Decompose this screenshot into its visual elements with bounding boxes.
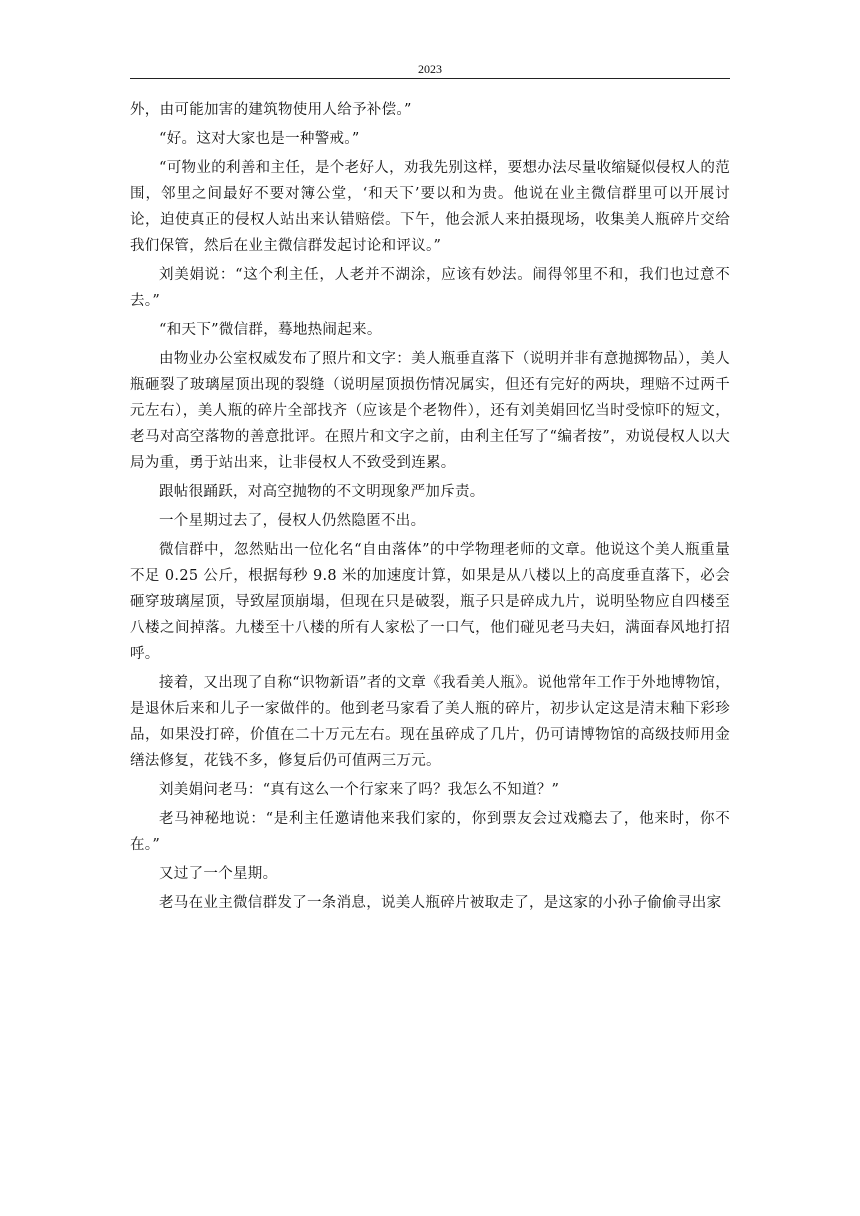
paragraph: 又过了一个星期。 — [159, 866, 278, 882]
paragraph: “可物业的利善和主任，是个老好人，劝我先别这样，要想办法尽量收缩疑似侵权人的范围，邻里之间最好不要对簿公堂，‘和天下’要以和为贵。他说在业主微信群里可以开展讨论，迫使真正的侵权人站出来认错赔偿。下午，他会派人来拍摄现场，收集美人瓶碎片交给我们保管，然后在业主微信群发起讨论和评议。” — [130, 160, 730, 254]
paragraph: 刘美娟问老马：“真有这么一个行家来了吗？我怎么不知道？” — [159, 782, 560, 798]
paragraph-continuation: 外，由可能加害的建筑物使用人给予补偿。” — [130, 102, 412, 118]
paragraph: “和天下”微信群，蓦地热闹起来。 — [159, 322, 382, 338]
article-body — [130, 97, 730, 919]
paragraph: 一个星期过去了，侵权人仍然隐匿不出。 — [159, 513, 426, 529]
paragraph: 老马在业主微信群发了一条消息，说美人瓶碎片被取走了，是这家的小孙子偷偷寻出家 — [159, 895, 722, 911]
paragraph: 老马神秘地说：“是利主任邀请他来我们家的，你到票友会过戏瘾去了，他来时，你不在。” — [130, 811, 730, 853]
header-divider — [130, 78, 730, 79]
paragraph: 刘美娟说：“这个利主任，人老并不湖涂，应该有妙法。闹得邻里不和，我们也过意不去。” — [130, 267, 730, 309]
paragraph: 跟帖很踊跃，对高空抛物的不文明现象严加斥责。 — [159, 484, 485, 500]
paragraph: 接着，又出现了自称“识物新语”者的文章《我看美人瓶》。说他常年工作于外地博物馆，是退休后来和儿子一家做伴的。他到老马家看了美人瓶的碎片，初步认定这是清末釉下彩珍品，如果没打碎，价值在二十万元左右。现在虽碎成了几片，仍可请博物馆的高级技师用金缮法修复，花钱不多，修复后仍可值两三万元。 — [130, 675, 730, 769]
paragraph: “好。这对大家也是一种警戒。” — [159, 131, 360, 147]
paragraph: 由物业办公室权威发布了照片和文字：美人瓶垂直落下（说明并非有意抛掷物品），美人瓶砸裂了玻璃屋顶出现的裂缝（说明屋顶损伤情况属实，但还有完好的两块，理赔不过两千元左右），美人瓶的碎片全部找齐（应该是个老物件），还有刘美娟回忆当时受惊吓的短文，老马对高空落物的善意批评。在照片和文字之前，由利主任写了“编者按”，劝说侵权人以大局为重，勇于站出来，让非侵权人不致受到连累。 — [130, 351, 730, 471]
page-header-year: 2023 — [418, 62, 442, 76]
paragraph: 微信群中，忽然贴出一位化名“自由落体”的中学物理老师的文章。他说这个美人瓶重量不足 0.25 公斤，根据每秒 9.8 米的加速度计算，如果是从八楼以上的高度垂直落下，必会砸穿玻璃屋顶，导致屋顶崩塌，但现在只是破裂，瓶子只是碎成九片，说明坠物应自四楼至八楼之间掉落。九楼至十八楼的所有人家松了一口气，他们碰见老马夫妇，满面春风地打招呼。 — [130, 542, 730, 662]
